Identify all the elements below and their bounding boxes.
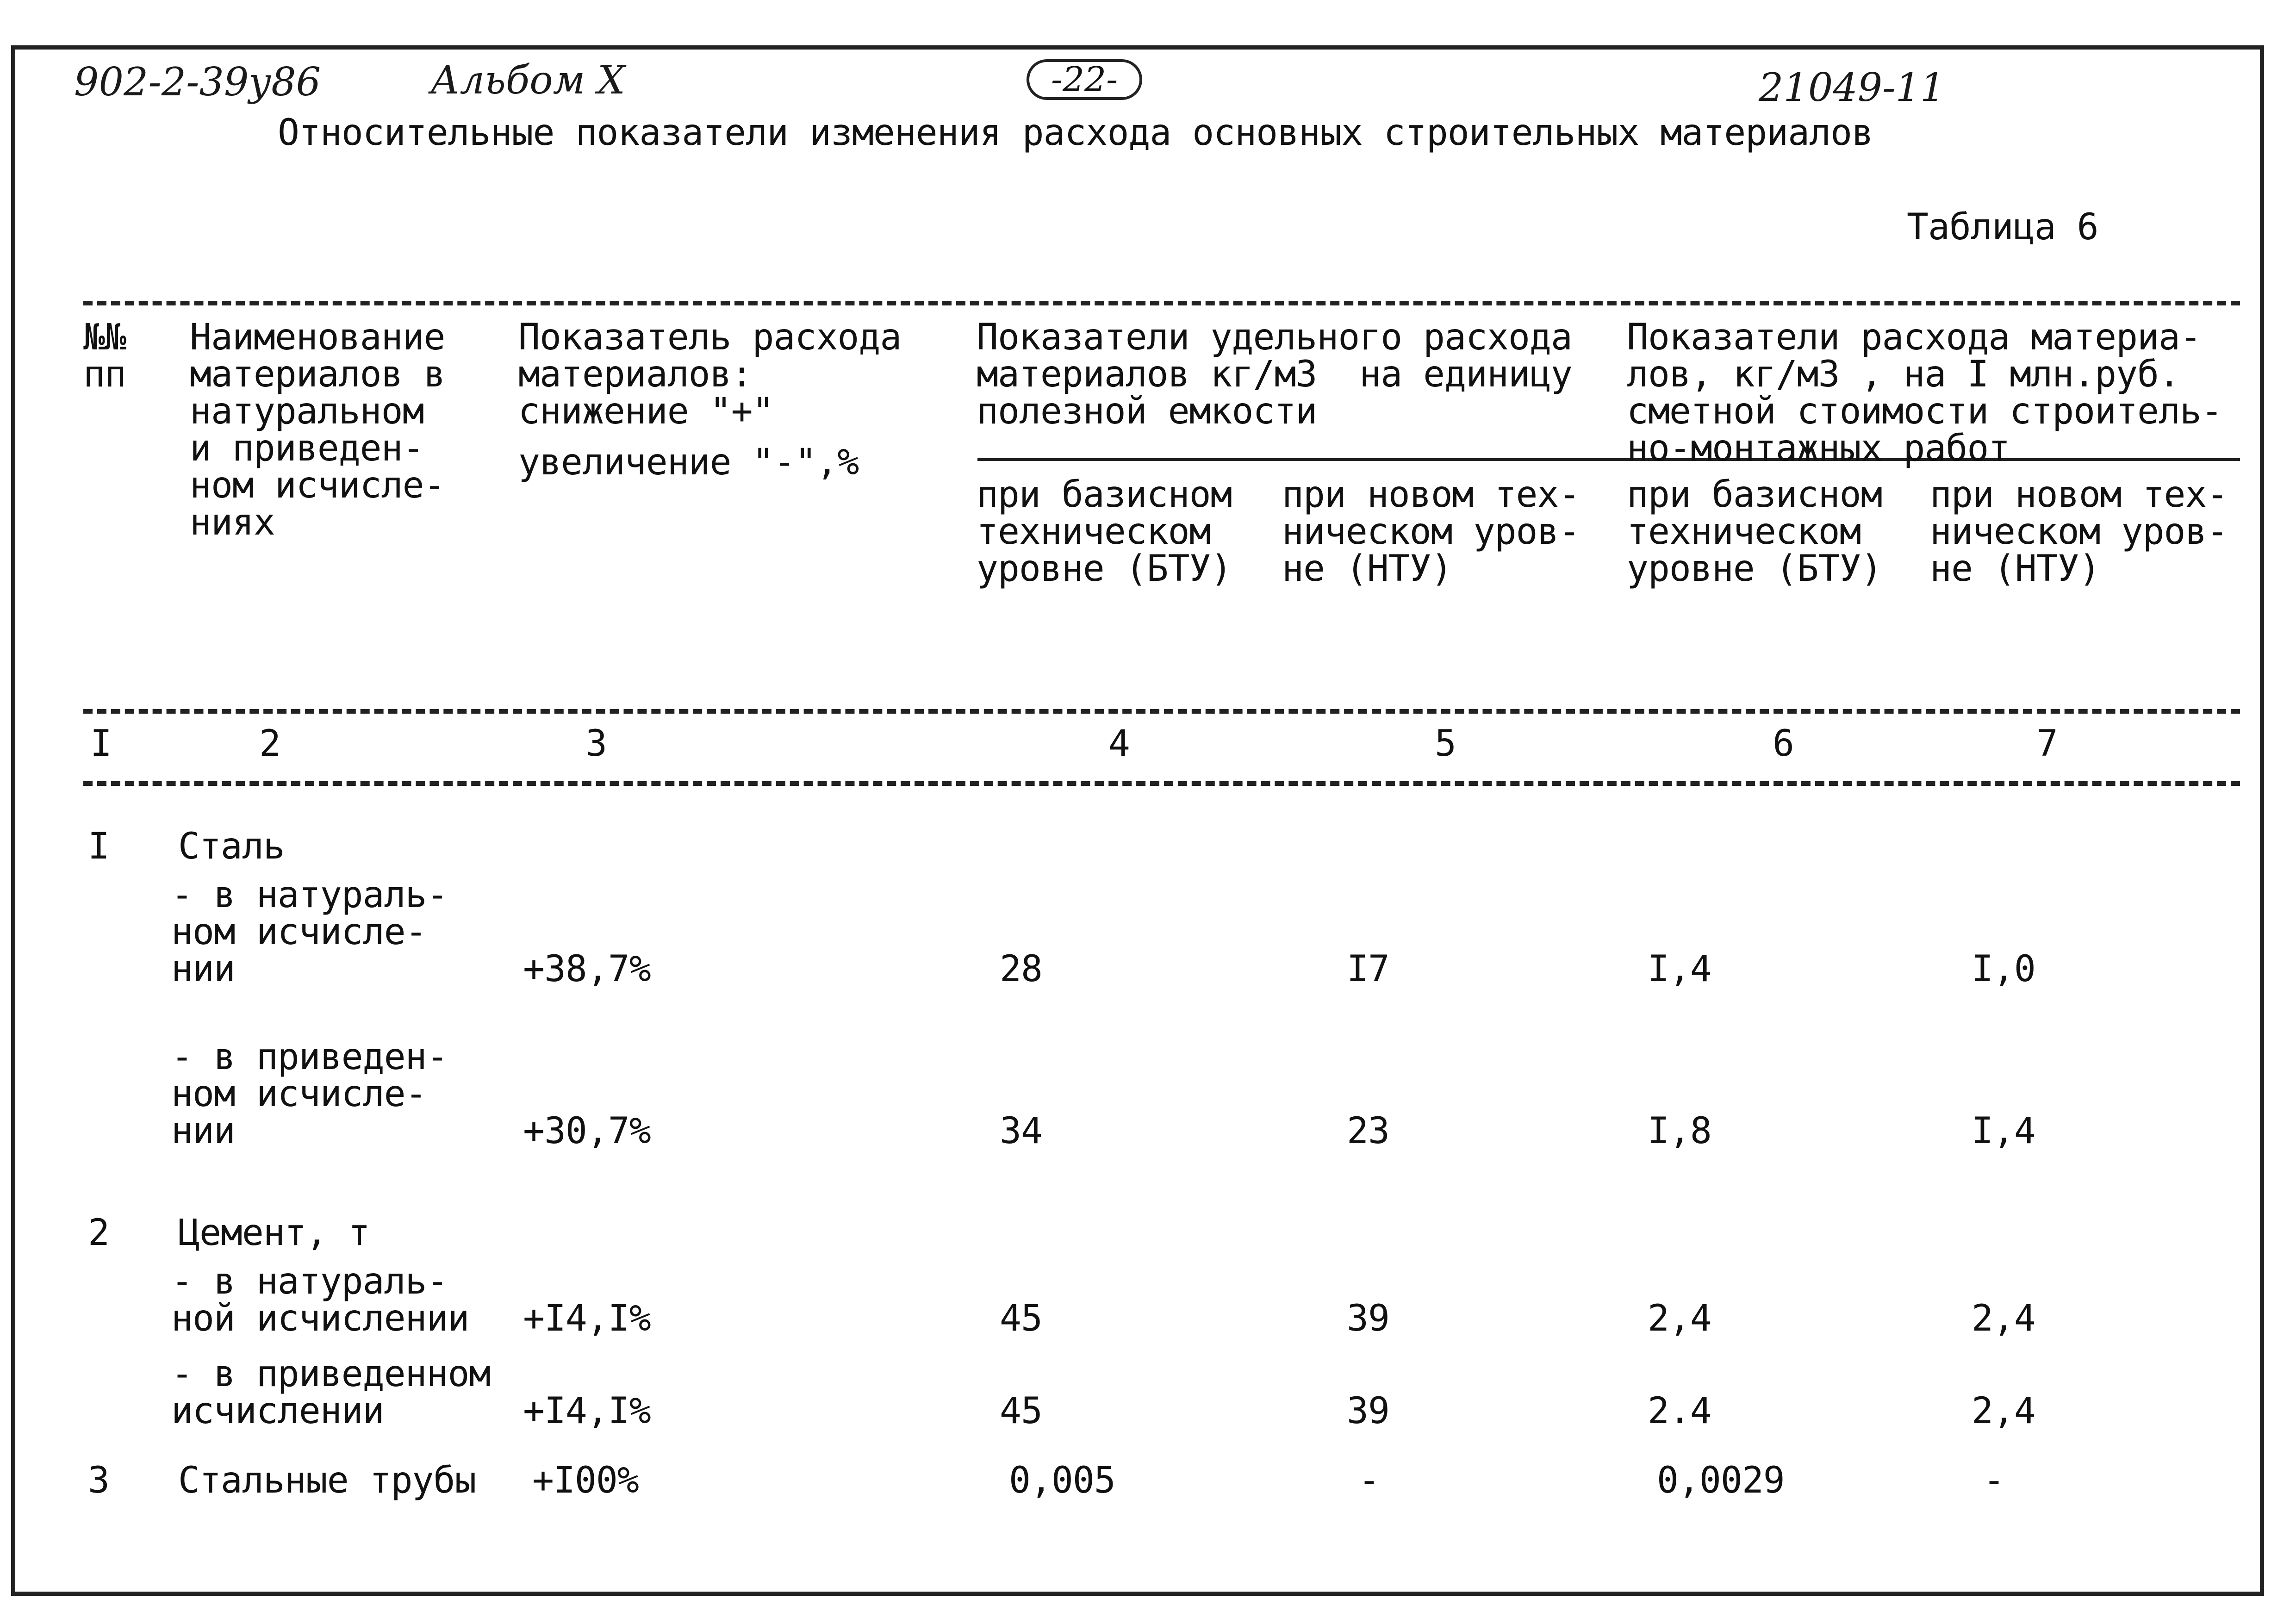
row-label-line: ной исчислении	[171, 1298, 469, 1339]
column-numbers-rule	[83, 781, 2240, 786]
cell-btu-unit: 0,005	[1009, 1460, 1115, 1501]
header-line: материалов в	[190, 354, 445, 395]
cell-change: +I00%	[532, 1460, 639, 1501]
cell-ntu-unit: -	[1358, 1460, 1380, 1501]
header-line: пп	[83, 354, 126, 395]
cell-ntu-cost: I,4	[1972, 1110, 2035, 1152]
table-label: Таблица 6	[1907, 206, 2098, 248]
cell-change: +30,7%	[523, 1110, 651, 1152]
cell-ntu-cost: I,0	[1972, 948, 2035, 990]
cell-btu-unit: 45	[1000, 1390, 1042, 1432]
cell-ntu-unit: 39	[1347, 1298, 1389, 1339]
cell-btu-cost: 0,0029	[1657, 1460, 1785, 1501]
cell-ntu-cost: 2,4	[1972, 1298, 2035, 1339]
section-name: Сталь	[178, 826, 285, 867]
header-line: и приведен-	[190, 428, 424, 469]
column-number: 7	[2036, 723, 2058, 765]
header-line: ническом уров-	[1930, 511, 2228, 553]
column-number: 2	[259, 723, 280, 765]
header-line: Показатели удельного расхода	[977, 317, 1572, 358]
header-line: уровне (БТУ)	[977, 548, 1232, 590]
header-line: ном исчисле-	[190, 465, 445, 506]
column-number: 5	[1435, 723, 1456, 765]
section-number: 3	[88, 1460, 109, 1501]
header-line: уровне (БТУ)	[1627, 548, 1882, 590]
cell-btu-cost: I,8	[1648, 1110, 1711, 1152]
album-label: Альбом X	[430, 57, 625, 103]
cell-ntu-unit: 23	[1347, 1110, 1389, 1152]
doc-code: 902-2-39у86	[74, 59, 321, 105]
header-line: сметной стоимости строитель-	[1627, 391, 2222, 432]
section-name: Цемент, т	[178, 1212, 370, 1254]
row-label-line: ном исчисле-	[171, 1073, 427, 1115]
row-label-line: нии	[171, 1110, 235, 1152]
header-line: лов, кг/м3 , на I млн.руб.	[1627, 354, 2180, 395]
header-line: при базисном	[977, 474, 1232, 516]
group-divider-rule	[977, 458, 2240, 461]
row-label-line: - в приведен-	[171, 1036, 448, 1078]
header-line: Показатели расхода материа-	[1627, 317, 2201, 358]
header-line: не (НТУ)	[1930, 548, 2100, 590]
cell-btu-cost: 2,4	[1648, 1298, 1711, 1339]
header-line: техническом	[977, 511, 1211, 553]
header-line: но-монтажных работ	[1627, 428, 2010, 469]
cell-change: +I4,I%	[523, 1298, 651, 1339]
cell-ntu-cost: 2,4	[1972, 1390, 2035, 1432]
header-line: при базисном	[1627, 474, 1882, 516]
header-line: натуральном	[190, 391, 424, 432]
page-number: -22-	[1027, 59, 1142, 100]
cell-btu-cost: 2.4	[1648, 1390, 1711, 1432]
cell-ntu-unit: 39	[1347, 1390, 1389, 1432]
inventory-number: 21049-11	[1759, 65, 1945, 110]
column-number: I	[90, 723, 112, 765]
header-line: ниях	[190, 502, 275, 543]
cell-ntu-cost: -	[1983, 1460, 2004, 1501]
table-top-rule	[83, 301, 2240, 305]
header-bottom-rule	[83, 709, 2240, 714]
row-label-line: нии	[171, 948, 235, 990]
header-line: материалов:	[518, 354, 753, 395]
header-line: при новом тех-	[1282, 474, 1580, 516]
header-line: при новом тех-	[1930, 474, 2228, 516]
section-number: 2	[88, 1212, 109, 1254]
row-label-line: исчислении	[171, 1390, 384, 1432]
header-line: ническом уров-	[1282, 511, 1580, 553]
header-line: не (НТУ)	[1282, 548, 1452, 590]
header-line: №№	[83, 317, 126, 358]
cell-btu-unit: 34	[1000, 1110, 1042, 1152]
column-number: 4	[1108, 723, 1130, 765]
header-line: снижение "+"	[518, 391, 774, 432]
header-line: материалов кг/м3 на единицу	[977, 354, 1572, 395]
cell-change: +38,7%	[523, 948, 651, 990]
row-label-line: - в натураль-	[171, 874, 448, 916]
header-line: техническом	[1627, 511, 1861, 553]
column-number: 3	[585, 723, 607, 765]
header-line: Наименование	[190, 317, 445, 358]
row-label-line: ном исчисле-	[171, 911, 427, 953]
cell-change: +I4,I%	[523, 1390, 651, 1432]
cell-ntu-unit: I7	[1347, 948, 1389, 990]
section-number: I	[88, 826, 109, 867]
cell-btu-cost: I,4	[1648, 948, 1711, 990]
header-line: полезной емкости	[977, 391, 1317, 432]
cell-btu-unit: 45	[1000, 1298, 1042, 1339]
page-title: Относительные показатели изменения расхода основных строительных материалов	[278, 112, 1873, 154]
section-name: Стальные трубы	[178, 1460, 476, 1501]
header-line: Показатель расхода	[518, 317, 902, 358]
row-label-line: - в натураль-	[171, 1261, 448, 1302]
cell-btu-unit: 28	[1000, 948, 1042, 990]
row-label-line: - в приведенном	[171, 1353, 491, 1395]
column-number: 6	[1773, 723, 1794, 765]
header-line: увеличение "-",%	[518, 442, 859, 483]
